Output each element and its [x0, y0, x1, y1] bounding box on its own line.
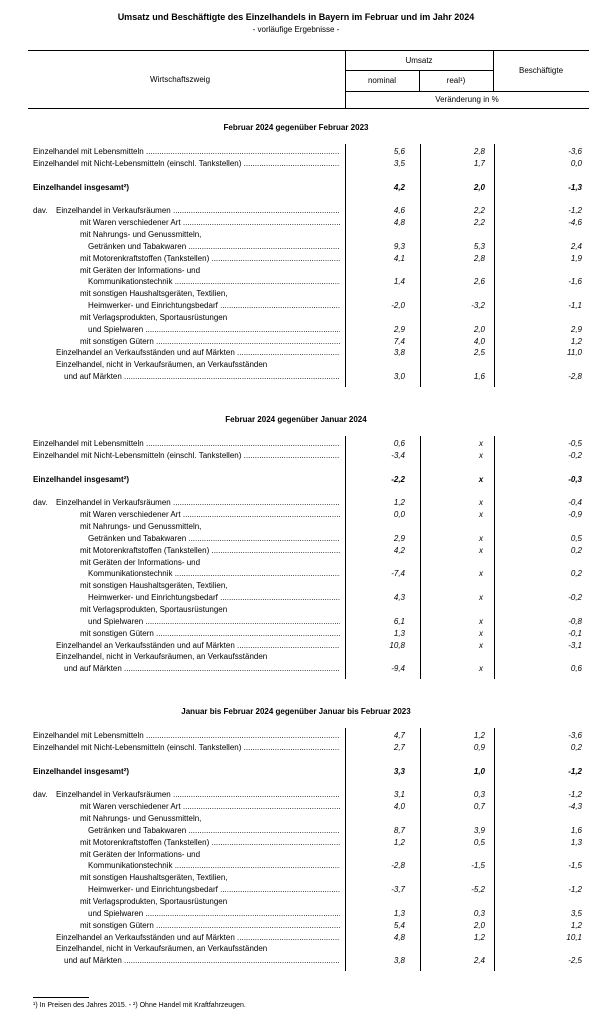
row-label: Einzelhandel mit Lebensmitteln .....	[33, 148, 340, 160]
row-label: mit Motorenkraftstoffen (Tankstellen) .....	[80, 839, 340, 851]
row-value-real: x	[479, 664, 483, 674]
header-veraenderung: Veränderung in %	[435, 95, 499, 104]
row-value-beschaeftigte: -1,6	[568, 277, 582, 287]
row-value-nominal: 5,6	[393, 147, 405, 156]
table-row	[0, 499, 592, 511]
row-value-beschaeftigte: -3,6	[568, 147, 582, 156]
row-value-beschaeftigte: -0,2	[568, 450, 582, 460]
row-value-nominal: 2,9	[393, 324, 405, 334]
table-row	[0, 606, 592, 630]
row-label-line2: Getränken und Tabakwaren .....	[88, 243, 340, 255]
row-value-real: 4,0	[473, 336, 485, 346]
table-row	[0, 255, 592, 267]
dav-label: dav.	[33, 498, 48, 508]
row-label-line1: mit Nahrungs- und Genussmitteln,	[80, 523, 202, 531]
row-value-nominal: 4,8	[393, 932, 405, 942]
header-top-rule	[28, 50, 589, 51]
header-nominal: nominal	[367, 76, 396, 85]
row-label-line2: Kommunikationstechnik .....	[88, 570, 340, 582]
table-row	[0, 732, 592, 744]
row-value-real: x	[479, 640, 483, 650]
table-row	[0, 361, 592, 385]
row-value-beschaeftigte: 2,4	[570, 241, 582, 251]
row-value-beschaeftigte: 0,2	[570, 569, 582, 579]
row-value-real: x	[479, 510, 483, 520]
row-label-line1: mit sonstigen Haushaltsgeräten, Textilien,	[80, 290, 228, 299]
row-value-beschaeftigte: 11,0	[567, 348, 582, 358]
row-value-nominal: -3,4	[391, 450, 405, 460]
page-subtitle: - vorläufige Ergebnisse -	[252, 25, 340, 34]
row-label: mit sonstigen Gütern .....	[80, 630, 340, 642]
row-label: mit Motorenkraftstoffen (Tankstellen) .....	[80, 255, 340, 267]
row-value-nominal: 4,0	[393, 802, 405, 812]
section-title: Februar 2024 gegenüber Februar 2023	[223, 123, 369, 132]
header-real: real¹)	[446, 76, 466, 85]
header-beschaeftigte: Beschäftigte	[518, 66, 564, 75]
section-title: Januar bis Februar 2024 gegenüber Januar bis Februar 2023	[181, 707, 411, 716]
row-label: Einzelhandel an Verkaufsständen und auf Märkten .....	[56, 642, 340, 654]
row-label: Einzelhandel an Verkaufsständen und auf Märkten .....	[56, 349, 340, 361]
row-value-real: x	[479, 545, 483, 555]
row-value-nominal: 4,1	[393, 253, 405, 263]
row-label: Einzelhandel insgesamt²)	[33, 183, 130, 192]
row-value-beschaeftigte: -0,2	[568, 593, 582, 603]
row-value-nominal: 10,8	[389, 640, 405, 650]
table-row	[0, 630, 592, 642]
row-label: Einzelhandel in Verkaufsräumen .....	[56, 499, 340, 511]
row-label-line2: und auf Märkten .....	[64, 373, 340, 385]
page-title: Umsatz und Beschäftigte des Einzelhandels in Bayern im Februar und im Jahr 2024	[117, 12, 475, 22]
table-row	[0, 922, 592, 934]
row-label: Einzelhandel mit Lebensmitteln .....	[33, 440, 340, 452]
row-label-line1: mit Nahrungs- und Genussmitteln,	[80, 815, 202, 823]
row-value-real: 1,2	[473, 932, 485, 942]
table-row	[0, 945, 592, 969]
row-label-line2: und Spielwaren .....	[88, 326, 340, 338]
row-value-nominal: 1,3	[393, 908, 405, 918]
footnote-rule	[33, 997, 89, 998]
table-row	[0, 582, 592, 606]
row-label-line1: Einzelhandel, nicht in Verkaufsräumen, an Verkaufsständen	[56, 653, 268, 662]
row-label: Einzelhandel mit Nicht-Lebensmitteln (einschl. Tankstellen) .....	[33, 744, 340, 756]
row-value-real: 2,6	[473, 277, 485, 287]
row-value-beschaeftigte: 0,2	[570, 742, 582, 752]
row-label-line1: Einzelhandel, nicht in Verkaufsräumen, an Verkaufsständen	[56, 945, 268, 954]
row-label: mit sonstigen Gütern .....	[80, 338, 340, 350]
row-value-nominal: 8,7	[393, 825, 405, 835]
row-value-real: 1,0	[473, 766, 485, 776]
table-row	[0, 803, 592, 815]
row-value-nominal: 0,6	[393, 439, 405, 448]
row-value-real: x	[478, 474, 484, 484]
row-label-line1: mit sonstigen Haushaltsgeräten, Textilien,	[80, 582, 228, 591]
row-value-nominal: 2,9	[393, 533, 405, 543]
row-value-nominal: 4,2	[393, 545, 405, 555]
row-value-real: 0,3	[473, 908, 485, 918]
row-value-nominal: -9,4	[391, 664, 405, 674]
section-title: Februar 2024 gegenüber Januar 2024	[225, 415, 367, 424]
row-value-real: 3,9	[473, 825, 485, 835]
row-value-nominal: -7,4	[391, 569, 405, 579]
table-row	[0, 653, 592, 677]
row-value-beschaeftigte: 0,6	[570, 664, 582, 674]
row-value-beschaeftigte: -1,5	[568, 861, 582, 871]
row-value-nominal: 4,7	[393, 731, 405, 740]
row-value-beschaeftigte: 1,2	[570, 920, 582, 930]
row-value-real: 0,5	[473, 837, 485, 847]
table-row	[0, 452, 592, 464]
row-label: Einzelhandel in Verkaufsräumen .....	[56, 207, 340, 219]
row-value-beschaeftigte: -3,1	[568, 640, 582, 650]
row-value-beschaeftigte: -4,6	[568, 218, 582, 228]
table-row	[0, 160, 592, 172]
row-value-nominal: 4,8	[393, 218, 405, 228]
row-label: mit Waren verschiedener Art .....	[80, 219, 340, 231]
row-value-real: 2,0	[473, 182, 485, 192]
table-row	[0, 898, 592, 922]
row-value-real: x	[479, 439, 483, 448]
row-label-line2: Kommunikationstechnik .....	[88, 278, 340, 290]
row-label-line2: Heimwerker- und Einrichtungsbedarf .....	[88, 302, 340, 314]
row-value-real: 2,0	[473, 920, 485, 930]
row-value-beschaeftigte: 2,9	[570, 324, 582, 334]
table-row	[0, 476, 592, 488]
row-value-beschaeftigte: 10,1	[566, 932, 582, 942]
row-value-nominal: -2,8	[391, 861, 405, 871]
row-value-nominal: 4,3	[393, 593, 405, 603]
row-value-real: -1,5	[471, 861, 485, 871]
row-label-line1: mit Nahrungs- und Genussmitteln,	[80, 230, 202, 239]
row-label: Einzelhandel mit Nicht-Lebensmitteln (einschl. Tankstellen) .....	[33, 160, 340, 172]
row-value-nominal: 4,2	[393, 182, 405, 192]
row-value-beschaeftigte: -1,2	[568, 790, 582, 800]
row-value-beschaeftigte: -3,6	[568, 731, 582, 740]
row-value-real: 2,0	[473, 324, 485, 334]
row-value-real: x	[479, 569, 483, 579]
row-value-real: 2,2	[473, 218, 485, 228]
row-value-nominal: 3,0	[393, 372, 405, 382]
row-value-nominal: 3,5	[393, 158, 405, 168]
row-label: mit Motorenkraftstoffen (Tankstellen) .....	[80, 547, 340, 559]
row-label-line2: und Spielwaren .....	[88, 618, 340, 630]
row-value-beschaeftigte: -2,8	[568, 372, 582, 382]
table-row	[0, 851, 592, 875]
row-label: Einzelhandel insgesamt²)	[33, 767, 130, 776]
row-label-line2: Getränken und Tabakwaren .....	[88, 827, 340, 839]
row-value-beschaeftigte: 0,2	[570, 545, 582, 555]
header-umsatz: Umsatz	[405, 56, 433, 65]
dav-label: dav.	[33, 790, 48, 800]
header-mid-rule	[345, 91, 589, 92]
table-row	[0, 267, 592, 291]
row-value-real: x	[479, 628, 483, 638]
table-row	[0, 148, 592, 160]
table-row	[0, 349, 592, 361]
row-label: Einzelhandel mit Lebensmitteln .....	[33, 732, 340, 744]
row-value-real: x	[479, 533, 483, 543]
row-value-real: -5,2	[471, 885, 485, 895]
row-value-nominal: 1,4	[393, 277, 405, 287]
table-row	[0, 231, 592, 255]
row-value-beschaeftigte: -1,2	[568, 206, 582, 216]
row-value-nominal: 7,4	[393, 336, 405, 346]
row-value-real: 2,5	[473, 348, 485, 358]
table-row	[0, 642, 592, 654]
table-row	[0, 559, 592, 583]
row-value-beschaeftigte: 1,3	[570, 837, 582, 847]
table-row	[0, 338, 592, 350]
table-row	[0, 219, 592, 231]
footnote: ¹) In Preisen des Jahres 2015. - ²) Ohne Handel mit Kraftfahrzeugen.	[33, 1002, 246, 1009]
row-value-nominal: 5,4	[393, 920, 405, 930]
row-label-line2: und auf Märkten .....	[64, 957, 340, 969]
row-value-real: x	[479, 616, 483, 626]
table-row	[0, 440, 592, 452]
row-value-nominal: 3,8	[393, 956, 405, 966]
row-value-real: 0,9	[473, 742, 485, 752]
row-label-line2: Getränken und Tabakwaren .....	[88, 535, 340, 547]
row-value-nominal: -2,0	[391, 301, 405, 311]
row-value-real: 2,4	[473, 956, 485, 966]
row-value-nominal: 9,3	[393, 241, 405, 251]
row-value-beschaeftigte: 1,2	[570, 336, 582, 346]
row-value-beschaeftigte: 1,9	[570, 253, 582, 263]
row-label-line1: Einzelhandel, nicht in Verkaufsräumen, an Verkaufsständen	[56, 361, 268, 370]
table-row	[0, 314, 592, 338]
row-value-nominal: 2,7	[393, 742, 405, 752]
table-row	[0, 839, 592, 851]
row-label: Einzelhandel mit Nicht-Lebensmitteln (einschl. Tankstellen) .....	[33, 452, 340, 464]
row-value-beschaeftigte: -0,8	[568, 616, 582, 626]
row-label: Einzelhandel insgesamt²)	[33, 475, 130, 484]
row-value-nominal: 1,2	[393, 837, 405, 847]
row-value-nominal: -3,7	[391, 885, 405, 895]
row-value-beschaeftigte: -1,3	[568, 182, 582, 192]
table-row	[0, 768, 592, 780]
table-row	[0, 815, 592, 839]
row-label: mit sonstigen Gütern .....	[80, 922, 340, 934]
row-value-beschaeftigte: 0,0	[570, 158, 582, 168]
row-value-beschaeftigte: 3,5	[570, 908, 582, 918]
row-value-beschaeftigte: 1,6	[570, 825, 582, 835]
row-value-real: x	[479, 593, 483, 603]
row-label-line1: mit Geräten der Informations- und	[80, 266, 201, 275]
table-row	[0, 934, 592, 946]
row-value-beschaeftigte: -0,9	[568, 510, 582, 520]
row-value-real: 0,3	[473, 790, 485, 800]
row-value-real: 2,8	[473, 253, 485, 263]
row-value-nominal: -2,2	[391, 474, 405, 484]
row-value-real: 1,6	[473, 372, 485, 382]
row-label-line2: Kommunikationstechnik .....	[88, 862, 340, 874]
row-value-nominal: 6,1	[393, 616, 405, 626]
row-label-line2: und Spielwaren .....	[88, 910, 340, 922]
row-value-real: -3,2	[471, 301, 485, 311]
row-label-line1: mit Geräten der Informations- und	[80, 850, 201, 859]
row-label-line1: mit Geräten der Informations- und	[80, 558, 201, 567]
row-value-real: 5,3	[473, 241, 485, 251]
row-value-beschaeftigte: -1,2	[568, 766, 582, 776]
row-value-real: 2,2	[473, 206, 485, 216]
row-value-nominal: 3,3	[393, 766, 405, 776]
row-value-beschaeftigte: -0,5	[568, 439, 582, 448]
table-row	[0, 547, 592, 559]
row-value-nominal: 1,2	[393, 498, 405, 508]
row-value-nominal: 3,8	[393, 348, 405, 358]
row-value-real: 1,7	[473, 158, 485, 168]
dav-label: dav.	[33, 206, 48, 216]
row-value-beschaeftigte: -4,3	[568, 802, 582, 812]
row-label-line2: Heimwerker- und Einrichtungsbedarf .....	[88, 594, 340, 606]
table-row	[0, 184, 592, 196]
row-label-line1: mit sonstigen Haushaltsgeräten, Textilien,	[80, 874, 228, 883]
row-value-real: 1,2	[473, 731, 485, 740]
row-value-beschaeftigte: 0,5	[570, 533, 582, 543]
row-label-line1: mit Verlagsprodukten, Sportausrüstungen	[80, 605, 228, 614]
row-label: mit Waren verschiedener Art .....	[80, 511, 340, 523]
row-value-real: x	[479, 450, 483, 460]
row-label: mit Waren verschiedener Art .....	[80, 803, 340, 815]
row-value-beschaeftigte: -2,5	[568, 956, 582, 966]
row-label-line1: mit Verlagsprodukten, Sportausrüstungen	[80, 897, 228, 906]
row-value-real: 2,8	[473, 147, 485, 156]
row-value-nominal: 1,3	[393, 628, 405, 638]
row-value-real: x	[479, 498, 483, 508]
row-value-beschaeftigte: -1,2	[568, 885, 582, 895]
row-value-real: 0,7	[473, 802, 485, 812]
row-value-nominal: 4,6	[393, 206, 405, 216]
header-bottom-rule	[28, 108, 589, 109]
row-label: Einzelhandel in Verkaufsräumen .....	[56, 791, 340, 803]
row-label-line1: mit Verlagsprodukten, Sportausrüstungen	[80, 313, 228, 322]
table-row	[0, 290, 592, 314]
row-value-nominal: 0,0	[393, 510, 405, 520]
row-label: Einzelhandel an Verkaufsständen und auf Märkten .....	[56, 934, 340, 946]
header-wirtschaftszweig: Wirtschaftszweig	[150, 75, 211, 84]
row-label-line2: Heimwerker- und Einrichtungsbedarf .....	[88, 886, 340, 898]
table-row	[0, 207, 592, 219]
row-label-line2: und auf Märkten .....	[64, 665, 340, 677]
row-value-beschaeftigte: -0,3	[568, 474, 582, 484]
table-row	[0, 523, 592, 547]
row-value-beschaeftigte: -0,4	[568, 498, 582, 508]
row-value-beschaeftigte: -0,1	[568, 628, 582, 638]
table-row	[0, 511, 592, 523]
table-row	[0, 791, 592, 803]
row-value-beschaeftigte: -1,1	[568, 301, 582, 311]
table-row	[0, 744, 592, 756]
table-row	[0, 874, 592, 898]
row-value-nominal: 3,1	[393, 790, 405, 800]
